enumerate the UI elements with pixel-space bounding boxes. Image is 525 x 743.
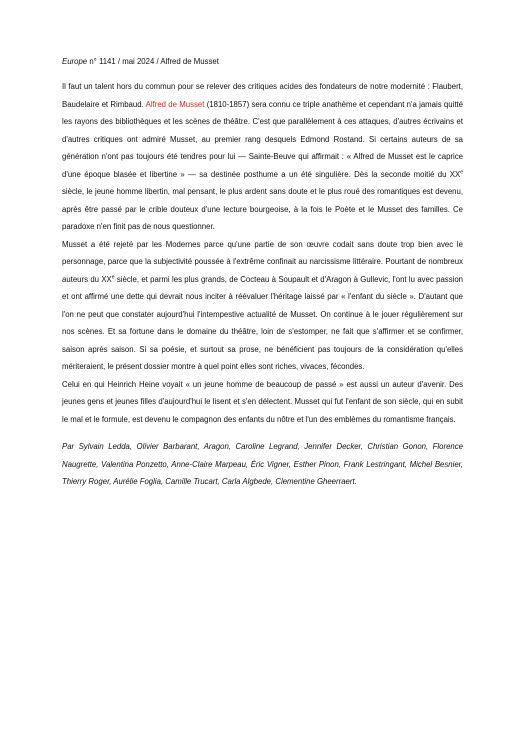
contributors-list: Par Sylvain Ledda, Olivier Barbarant, Aragon, Caroline Legrand, Jennifer Decker, Christian Gonon, Florence Naugrette, Valentina Ponzetto, Anne-Claire Marpeau, Éric Vigner, Esther Pinon, Frank Lestringant, Michel Besnier, Thierry Roger, Aurélie Foglia, Camille Trucart, Carla Algbede, Clementine Gheerraert.	[62, 442, 463, 486]
paragraph-intro-text-b: (1810-1857) sera connu ce triple anathème et cependant n'a jamais quitté les rayons des bibliothèques et les scènes de théâtre. C'est que parallèlement à ces attaques, d'autres écrivains et d'autres critiques ont admiré Musset, au premier rang desquels Edmond Rostand. Si certains auteurs de sa génération n'ont pas toujours été tendres pour lui — Sainte-Beuve qui affirmait : « Alfred de Musset est le caprice d'une époque blasée et libertine » — sa destinée posthume a un été singulière. Dès la seconde moitié du XX	[62, 99, 463, 179]
paragraph-intro-text-a: Il faut un talent hors du commun pour se relever des critiques acides des fondateurs de notre modernité : Flaubert, Baudelaire et Rimbaud.	[62, 82, 463, 109]
paragraph-moderns	[62, 236, 463, 376]
paragraph-heine: Celui en qui Heinrich Heine voyait « un jeune homme de beaucoup de passé » est aussi un auteur d'avenir. Des jeunes gens et jeunes filles d'aujourd'hui le lisent et s'en délectent. Musset qui fut l'enfant de son siècle, qui en subit le mal et le formule, est devenu le compagnon des enfants du nôtre et l'un des emblèmes du romantisme français.	[62, 379, 463, 424]
issue-header	[62, 56, 463, 68]
article-body	[62, 78, 463, 491]
paragraph-intro	[62, 78, 463, 236]
paragraph-intro-text-c: siècle, le jeune homme libertin, mal pensant, le plus ardent sans doute et le plus roué des romantiques est devenu, après être passé par le crible douteux d'une lecture bourgeoise, à la fois le Poète et le Musset des familles. Ce paradoxe n'en finit pas de nous questionner.	[62, 187, 463, 231]
paragraph-moderns-text-b: siècle, et parmi les plus grands, de Cocteau à Soupault et d'Aragon à Gullevic, l'ont lu avec passion et ont affirmé une dette qui devrait nous inciter à réévaluer l'héritage laissé par « l'enfant du siècle ». D'autant que l'on ne peut que constater aujourd'hui l'intempestive actualité de Musset. On continue à le jouer régulièrement sur nos scènes. Et sa fortune dans le domaine du théâtre, loin de s'estomper, ne fait que s'affirmer et se confirmer, saison après saison. Si sa poésie, et surtout sa prose, ne bénéficient pas toujours de la considération qu'elles mériteraient, le présent dossier montre à quel point elles sont riches, vivaces, fécondes.	[62, 274, 463, 371]
issue-details: n° 1141 / mai 2024 / Alfred de Musset	[89, 57, 219, 66]
century-superscript: e	[460, 168, 463, 175]
author-name-highlight: Alfred de Musset	[145, 99, 205, 109]
paragraph-moderns-text-a: Musset a été rejeté par les Modernes parce qu'une partie de son œuvre codait sans doute trop bien avec le personnage, parce que la subjectivité poussée à l'extrême confinait au narcissisme littéraire. Pourtant de nombreux auteurs du XX	[62, 239, 463, 284]
journal-name: Europe	[62, 57, 88, 66]
century-superscript: e	[111, 273, 115, 280]
